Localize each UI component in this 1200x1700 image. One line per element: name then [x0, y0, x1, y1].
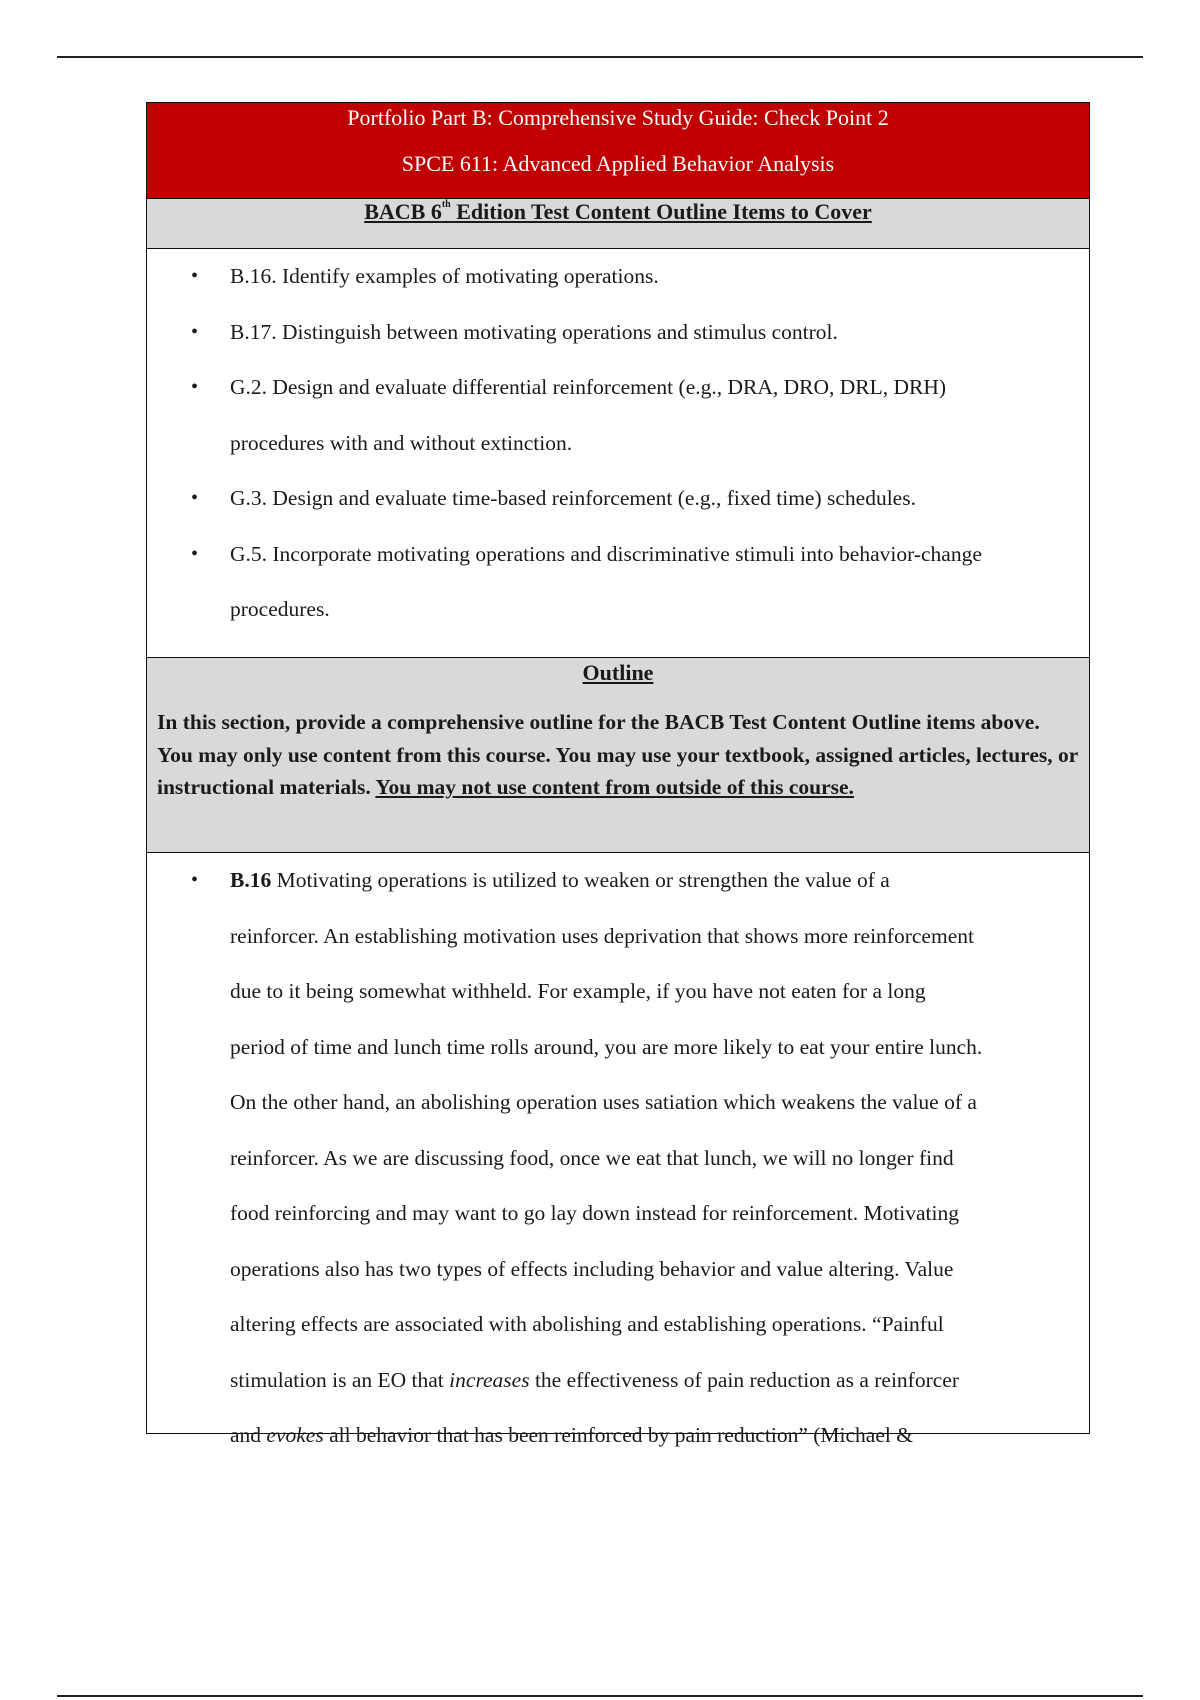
- tco-item-text: G.5. Incorporate motivating operations and discriminative stimuli into behavior-change: [230, 541, 982, 566]
- bullet-icon: •: [191, 376, 199, 398]
- outline-section: [147, 658, 1089, 853]
- answer-line-text: Motivating operations is utilized to weaken or strengthen the value of a: [271, 868, 890, 892]
- bullet-icon: •: [191, 320, 199, 343]
- outline-instructions: [157, 706, 1079, 804]
- bullet-icon: •: [191, 542, 199, 565]
- b16-answer-section: [147, 853, 1089, 1464]
- tco-heading: [147, 199, 1089, 249]
- list-item: [147, 471, 1089, 527]
- answer-line: period of time and lunch time rolls around, you are more likely to eat your entire lunch.: [230, 1034, 983, 1059]
- tco-heading-suffix: Edition Test Content Outline Items to Cover: [450, 199, 872, 224]
- tco-item-text: G.3. Design and evaluate time-based reinforcement (e.g., fixed time) schedules.: [230, 486, 916, 510]
- answer-line: food reinforcing and may want to go lay down instead for reinforcement. Motivating: [230, 1201, 960, 1225]
- outline-instructions-underlined: You may not use content from outside of this course.: [375, 775, 854, 799]
- list-item: [147, 305, 1089, 361]
- list-item: [147, 360, 1089, 471]
- answer-line-text: stimulation is an EO that: [230, 1367, 450, 1392]
- course-title: SPCE 611: Advanced Applied Behavior Analysis: [401, 151, 835, 176]
- tco-item-text: G.2. Design and evaluate differential reinforcement (e.g., DRA, DRO, DRL, DRH): [230, 375, 947, 399]
- page-top-rule: [57, 56, 1143, 58]
- emphasis-evokes: evokes: [266, 1423, 324, 1447]
- list-item: [147, 249, 1089, 305]
- tco-item-text-cont: procedures with and without extinction.: [230, 430, 573, 455]
- list-item: [147, 853, 1089, 1464]
- tco-heading-superscript: th: [441, 199, 451, 210]
- answer-line-text: and: [230, 1423, 267, 1447]
- answer-line: due to it being somewhat withheld. For example, if you have not eaten for a long: [230, 979, 926, 1003]
- tco-item-text-cont: procedures.: [230, 597, 330, 621]
- answer-line: reinforcer. As we are discussing food, once we eat that lunch, we will no longer find: [230, 1145, 954, 1170]
- bullet-icon: •: [191, 869, 199, 891]
- answer-line: operations also has two types of effects including behavior and value altering. Value: [230, 1256, 954, 1281]
- outline-instructions-text: In this section, provide a comprehensive outline for the BACB Test Content Outline items above. You may only use content from this course. You may use your textbook, assigned articles, lectures, or instructional materials.: [157, 710, 1078, 799]
- guide-title: Portfolio Part B: Comprehensive Study Guide: Check Point 2: [347, 105, 889, 130]
- bullet-icon: •: [191, 265, 199, 287]
- list-item: [147, 527, 1089, 638]
- tco-heading-text: [364, 199, 872, 224]
- emphasis-increases: increases: [449, 1367, 530, 1392]
- study-guide-table: [146, 102, 1090, 1447]
- answer-line: reinforcer. An establishing motivation uses deprivation that shows more reinforcement: [230, 923, 974, 948]
- answer-list: [147, 853, 1089, 1464]
- page-bottom-rule: [57, 1695, 1143, 1697]
- tco-heading-prefix: BACB 6: [364, 199, 442, 224]
- answer-line-text: the effectiveness of pain reduction as a reinforcer: [529, 1367, 959, 1392]
- answer-line: On the other hand, an abolishing operation uses satiation which weakens the value of a: [230, 1090, 977, 1114]
- answer-line: altering effects are associated with abolishing and establishing operations. “Painful: [230, 1312, 944, 1336]
- outline-title: Outline: [582, 660, 654, 685]
- answer-line-text: all behavior that has been reinforced by pain reduction” (Michael &: [323, 1423, 913, 1447]
- answer-line: [230, 853, 1077, 909]
- b16-label: B.16: [230, 868, 272, 892]
- answer-line: [230, 1353, 1077, 1409]
- tco-item-text: B.17. Distinguish between motivating operations and stimulus control.: [230, 319, 838, 344]
- answer-line: [230, 1408, 1077, 1464]
- header-band: [147, 103, 1089, 199]
- tco-items-list: [147, 249, 1089, 638]
- tco-items-section: [147, 249, 1089, 658]
- bullet-icon: •: [191, 487, 199, 509]
- tco-item-text: B.16. Identify examples of motivating operations.: [230, 264, 659, 288]
